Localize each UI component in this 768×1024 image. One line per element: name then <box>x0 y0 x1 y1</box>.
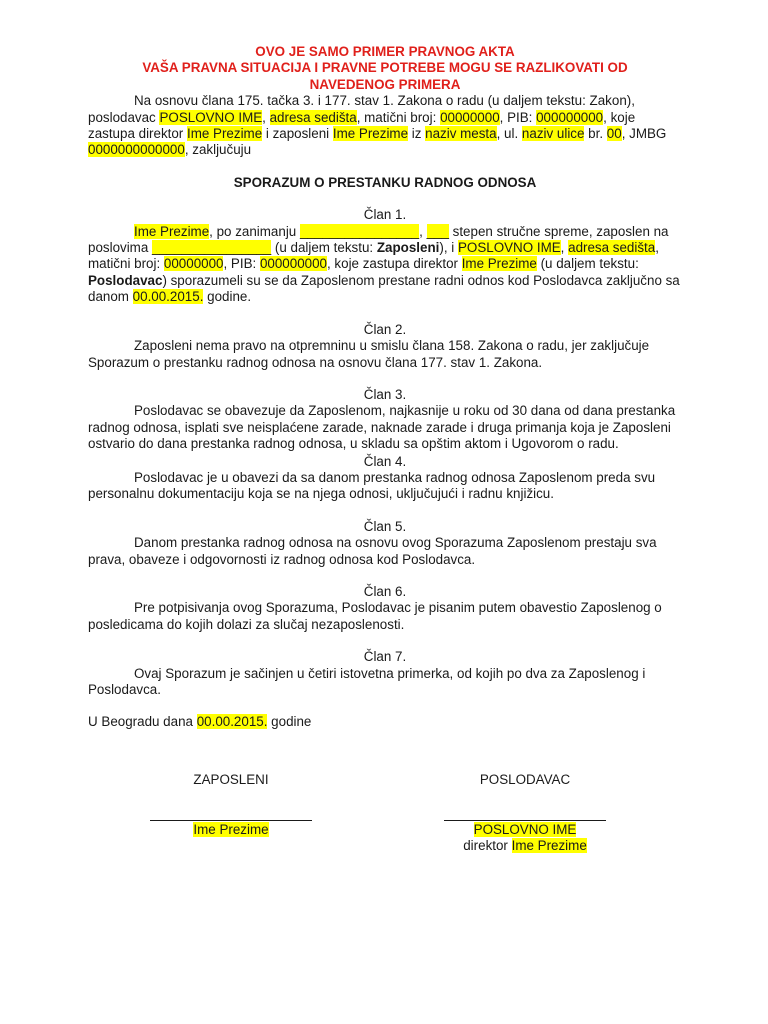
article-text: ), i <box>439 240 458 256</box>
placeholder-date: 00.00.2015. <box>132 289 204 305</box>
article-7-text: Ovaj Sporazum je sačinjen u četiri istovetna primerka, od kojih po dva za Zaposlenog i Poslodavca. <box>88 665 646 697</box>
blank-qualification: ___ <box>426 223 449 239</box>
article-5-text: Danom prestanka radnog odnosa na osnovu ovog Sporazuma Zaposlenom prestaju sva prava, obaveze i odgovornosti iz radnog odnosa kod Poslodavca. <box>88 535 657 567</box>
employee-signature-line <box>150 820 312 821</box>
article-text: , koje zastupa direktor <box>326 256 462 272</box>
article-text: (u daljem tekstu: <box>271 240 377 256</box>
intro-text: , matični broj: <box>356 109 441 125</box>
intro-text: , koje zastupa direktor <box>88 109 636 142</box>
article-6-heading: Član 6. <box>363 583 407 599</box>
placeholder-jmbg: 0000000000000 <box>88 142 185 158</box>
intro-text: iz <box>408 126 426 142</box>
blank-occupation: ________________ <box>299 223 420 239</box>
placeholder-employee-name: Ime Prezime <box>193 822 269 837</box>
term-employer: Poslodavac <box>88 272 163 288</box>
employer-signature-line <box>444 820 606 821</box>
article-text: godine. <box>203 289 252 305</box>
article-4-text: Poslodavac je u obavezi da sa danom prestanka radnog odnosa Zaposlenom preda svu personalnu dokumentaciju koja se na njega odnosi, uključujući i radnu knjižicu. <box>88 469 656 502</box>
placeholder-date: 00.00.2015. <box>196 714 268 730</box>
intro-text: , PIB: <box>499 109 537 125</box>
employee-signature-block <box>150 772 312 838</box>
article-text: (u daljem tekstu: <box>536 256 639 272</box>
placeholder-pib: 000000000 <box>259 256 327 272</box>
placeholder-pib: 000000000 <box>536 109 604 125</box>
intro-paragraph <box>88 93 682 159</box>
term-employee: Zaposleni <box>376 240 440 256</box>
intro-text: i zaposleni <box>262 126 333 142</box>
intro-text: br. <box>584 126 607 142</box>
employer-signature-block <box>444 772 606 854</box>
disclaimer-line-1: OVO JE SAMO PRIMER PRAVNOG AKTA <box>255 44 515 59</box>
intro-text: , ul. <box>496 126 522 142</box>
placeholder-employee-name: Ime Prezime <box>134 223 210 239</box>
placeholder-director-name: Ime Prezime <box>511 838 587 853</box>
intro-text: Na osnovu člana 175. tačka 3. i 177. stav 1. Zakona o radu (u daljem tekstu: Zakon), poslodavac <box>88 93 635 125</box>
placeholder-street: naziv ulice <box>521 126 585 142</box>
intro-text: , JMBG <box>621 126 667 142</box>
placeholder-street-number: 00 <box>606 126 622 142</box>
intro-text: , zaključuju <box>184 142 252 158</box>
director-prefix: direktor <box>463 838 512 853</box>
article-5-heading: Član 5. <box>363 518 407 534</box>
placeholder-reg-number: 00000000 <box>440 109 500 125</box>
article-2-text: Zaposleni nema pravo na otpremninu u smislu člana 158. Zakona o radu, jer zaključuje Sporazum o prestanku radnog odnosa na osnovu člana 177. stav 1. Zakona. <box>88 338 650 370</box>
placeholder-director-name: Ime Prezime <box>187 126 263 142</box>
disclaimer-line-3: NAVEDENOG PRIMERA <box>309 76 461 92</box>
article-text: stepen stručne spreme, zaposlen na poslovima <box>88 223 669 256</box>
placeholder-business-name: POSLOVNO IME <box>473 822 577 837</box>
placeholder-reg-number: 00000000 <box>163 256 224 272</box>
article-6-text: Pre potpisivanja ovog Sporazuma, Poslodavac je pisanim putem obavestio Zaposlenog o posledicama do kojih dolazi za slučaj nezaposlenosti. <box>88 600 662 632</box>
document-page <box>88 44 682 731</box>
blank-position: ________________ <box>152 240 272 256</box>
place-date-line <box>88 714 682 730</box>
article-2-heading: Član 2. <box>363 321 407 337</box>
article-3-heading: Član 3. <box>363 386 407 402</box>
placeholder-business-name: POSLOVNO IME <box>457 240 561 256</box>
article-text: , matični broj: <box>88 240 659 272</box>
placeholder-employee-name: Ime Prezime <box>332 126 409 142</box>
disclaimer-line-2: VAŠA PRAVNA SITUACIJA I PRAVNE POTREBE MOGU SE RAZLIKOVATI OD <box>142 60 628 76</box>
placeholder-address: adresa sedišta <box>269 109 357 125</box>
article-text: , PIB: <box>223 256 260 272</box>
employer-label: POSLODAVAC <box>479 772 571 787</box>
place-text: godine <box>267 714 312 730</box>
article-4-heading: Član 4. <box>363 453 407 469</box>
placeholder-address: adresa sedišta <box>568 240 656 256</box>
placeholder-business-name: POSLOVNO IME <box>159 109 263 125</box>
placeholder-city: naziv mesta <box>425 126 497 142</box>
article-3-text: Poslodavac se obavezuje da Zaposlenom, najkasnije u roku od 30 dana od dana prestanka radnog odnosa, isplati sve neisplaćene zarade, naknade zarade i druga primanja koja je Zaposleni ostvario do dana prestanka radnog odnosa, u skladu sa opštim aktom i Ugovorom o radu. <box>88 403 676 452</box>
article-1-text <box>88 224 682 306</box>
article-text: , po zanimanju <box>209 223 300 239</box>
article-text: , <box>560 240 569 256</box>
document-title: SPORAZUM O PRESTANKU RADNOG ODNOSA <box>233 174 537 190</box>
employee-label: ZAPOSLENI <box>193 772 269 787</box>
article-text: , <box>419 223 427 239</box>
place-text: U Beogradu dana <box>88 714 197 730</box>
intro-text: , <box>262 109 270 125</box>
article-text: ) sporazumeli su se da Zaposlenom prestane radni odnos kod Poslodavca zaključno sa danom <box>88 272 680 305</box>
article-7-heading: Član 7. <box>363 649 407 665</box>
placeholder-director-name: Ime Prezime <box>461 256 537 272</box>
article-1-heading: Član 1. <box>363 207 407 223</box>
